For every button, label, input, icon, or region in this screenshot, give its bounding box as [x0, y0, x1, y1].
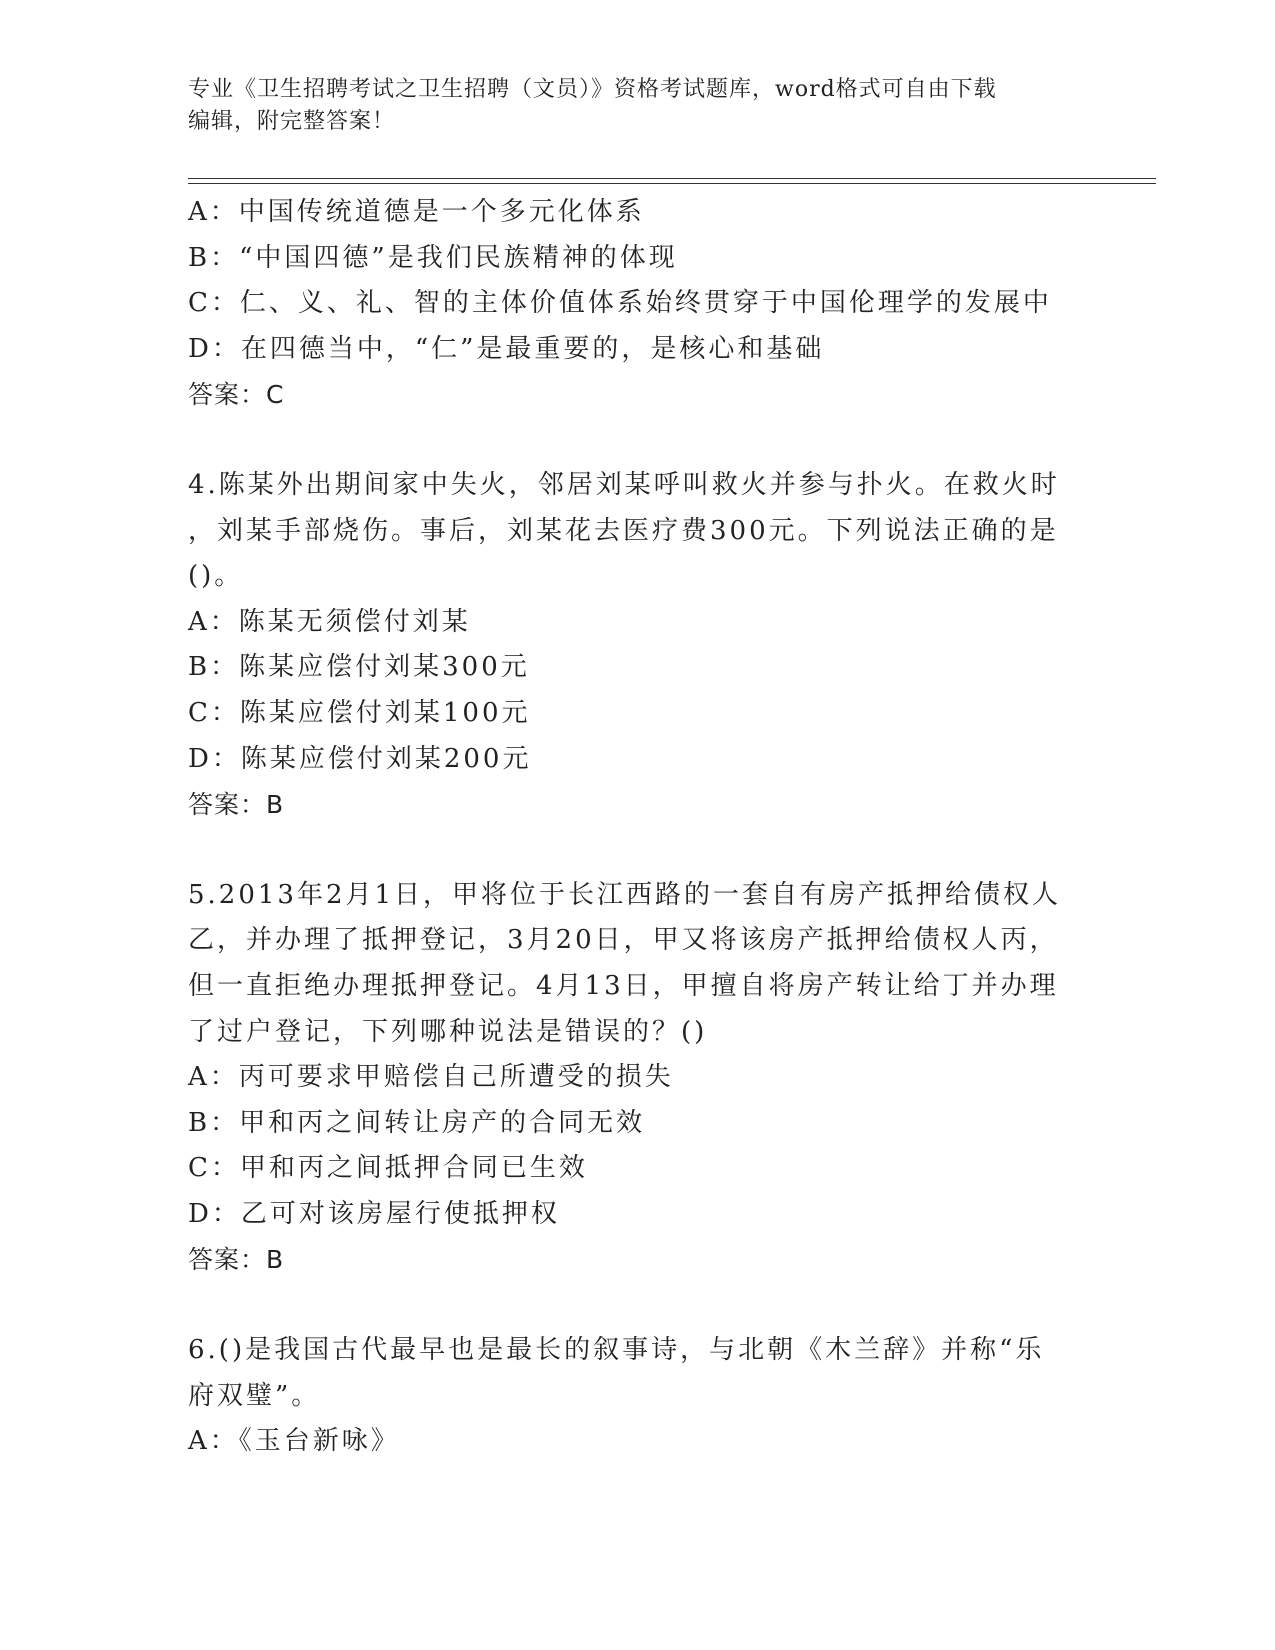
question-6 — [188, 1328, 1088, 1465]
spacer — [188, 828, 1088, 873]
option-d: D：陈某应偿付刘某200元 — [188, 743, 532, 774]
option-b: B：陈某应偿付刘某300元 — [188, 652, 530, 683]
header-divider-bottom — [188, 183, 1156, 184]
answer-line: 答案：B — [188, 790, 285, 820]
question-stem-line: 了过户登记，下列哪种说法是错误的？() — [188, 1016, 708, 1047]
option-b: B：“中国四德”是我们民族精神的体现 — [188, 242, 678, 273]
option-c: C：仁、义、礼、智的主体价值体系始终贯穿于中国伦理学的发展中 — [188, 288, 1052, 319]
question-4 — [188, 463, 1088, 828]
header-line-1: 专业《卫生招聘考试之卫生招聘（文员）》资格考试题库，word格式可自由下载 — [188, 77, 997, 102]
option-c: C：陈某应偿付刘某100元 — [188, 697, 531, 728]
question-stem-line: 乙，并办理了抵押登记，3月20日，甲又将该房产抵押给债权人丙， — [188, 925, 1059, 956]
question-5 — [188, 873, 1088, 1283]
answer-line: 答案：B — [188, 1245, 285, 1275]
question-3 — [188, 190, 1088, 418]
spacer — [188, 418, 1088, 463]
question-stem-line: 6.()是我国古代最早也是最长的叙事诗，与北朝《木兰辞》并称“乐 — [188, 1335, 1045, 1366]
option-a: A：《玉台新咏》 — [188, 1426, 400, 1457]
question-stem-line: ，刘某手部烧伤。事后，刘某花去医疗费300元。下列说法正确的是 — [188, 515, 1059, 546]
question-stem-line: 4.陈某外出期间家中失火，邻居刘某呼叫救火并参与扑火。在救火时 — [188, 469, 1060, 500]
option-a: A：丙可要求甲赔偿自己所遭受的损失 — [188, 1062, 674, 1093]
option-d: D：在四德当中，“仁”是最重要的，是核心和基础 — [188, 333, 825, 364]
question-stem-line: 但一直拒绝办理抵押登记。4月13日，甲擅自将房产转让给丁并办理 — [188, 970, 1059, 1001]
option-c: C：甲和丙之间抵押合同已生效 — [188, 1153, 588, 1184]
option-b: B：甲和丙之间转让房产的合同无效 — [188, 1107, 646, 1138]
question-stem-line: ()。 — [188, 561, 244, 592]
spacer — [188, 1283, 1088, 1328]
question-stem-line: 5.2013年2月1日，甲将位于长江西路的一套自有房产抵押给债权人 — [188, 879, 1062, 910]
header-line-2: 编辑，附完整答案！ — [188, 109, 396, 134]
document-header — [188, 74, 1068, 138]
header-divider-top — [188, 178, 1156, 179]
option-a: A：中国传统道德是一个多元化体系 — [188, 197, 645, 227]
answer-line: 答案：C — [188, 380, 285, 410]
question-content — [188, 190, 1088, 1465]
option-d: D：乙可对该房屋行使抵押权 — [188, 1198, 560, 1229]
option-a: A：陈某无须偿付刘某 — [188, 606, 471, 637]
question-stem-line: 府双璧”。 — [188, 1380, 321, 1411]
